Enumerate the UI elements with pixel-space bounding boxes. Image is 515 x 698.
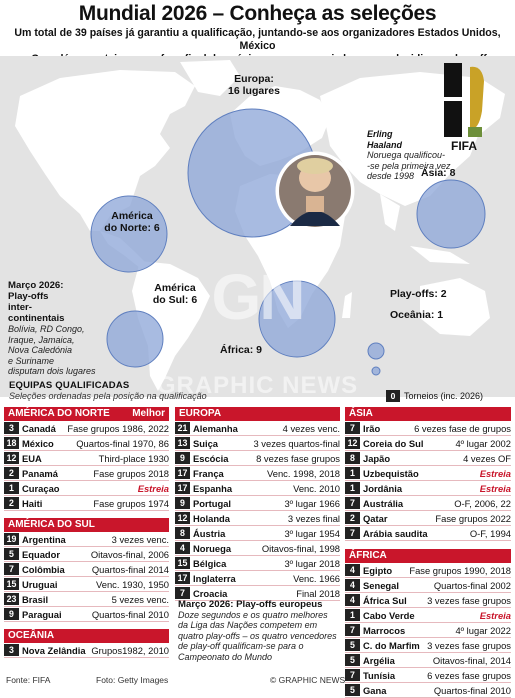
best-result: 5 vezes venc. bbox=[111, 593, 169, 605]
team-row bbox=[345, 668, 511, 683]
team-row bbox=[345, 653, 511, 668]
qualified-subheading: Seleções ordenadas pela posição na qualificação bbox=[9, 391, 207, 401]
team-row bbox=[345, 608, 511, 623]
team-row bbox=[345, 481, 511, 496]
tournament-count-badge: 7 bbox=[345, 422, 360, 434]
south-america-label bbox=[145, 282, 205, 306]
team-row bbox=[345, 436, 511, 451]
team-name: Coreia do Sul bbox=[363, 437, 424, 449]
intercontinental-playoffs-box bbox=[8, 280, 123, 377]
tournament-count-badge: 17 bbox=[175, 467, 190, 479]
playoffs-title-4: continentais bbox=[8, 313, 65, 324]
team-name: Qatar bbox=[363, 512, 388, 524]
tournaments-key bbox=[386, 390, 483, 402]
best-result: Fase grupos 1974 bbox=[93, 497, 169, 509]
team-name: México bbox=[22, 437, 54, 449]
team-name: Noruega bbox=[193, 542, 232, 554]
team-row bbox=[4, 592, 169, 607]
team-name: Senegal bbox=[363, 579, 399, 591]
watermark-gn: GN bbox=[211, 261, 304, 333]
team-name: Argélia bbox=[363, 654, 395, 666]
best-result: 3º lugar 1966 bbox=[284, 497, 340, 509]
team-name: Arábia saudita bbox=[363, 527, 428, 539]
team-row bbox=[175, 541, 340, 556]
tournament-count-badge: 17 bbox=[175, 572, 190, 584]
european-playoffs-text-4: de play-off qualificam-se para o bbox=[178, 641, 304, 652]
tournament-count-badge: 7 bbox=[4, 563, 19, 575]
tournaments-key-label: Torneios (inc. 2026) bbox=[404, 391, 484, 401]
tournament-count-badge: 4 bbox=[345, 579, 360, 591]
team-name: EUA bbox=[22, 452, 42, 464]
best-result: Final 2018 bbox=[296, 587, 340, 599]
best-result: Quartos-final 2010 bbox=[433, 684, 511, 696]
playoffs-title-3: inter- bbox=[8, 302, 32, 313]
team-name: Egipto bbox=[363, 564, 393, 576]
team-row bbox=[4, 481, 169, 496]
north-america-rows bbox=[4, 421, 169, 511]
tournament-count-badge: 21 bbox=[175, 422, 190, 434]
tournament-count-badge: 13 bbox=[175, 437, 190, 449]
tournaments-key-num: 0 bbox=[386, 390, 400, 402]
north-america-label bbox=[92, 210, 172, 234]
playoffs-title-1: Março 2026: bbox=[8, 280, 64, 291]
team-name: Haiti bbox=[22, 497, 43, 509]
best-result: Oitavos-final, 2014 bbox=[432, 654, 511, 666]
tournament-count-badge: 15 bbox=[4, 578, 19, 590]
tournament-count-badge: 18 bbox=[4, 437, 19, 449]
tournament-count-badge: 12 bbox=[4, 452, 19, 464]
best-result: 3 vezes venc. bbox=[111, 533, 169, 545]
tournament-count-badge: 5 bbox=[345, 684, 360, 696]
team-name: Austrália bbox=[363, 497, 404, 509]
best-result: 3º lugar 1954 bbox=[284, 527, 340, 539]
best-result: O-F, 1994 bbox=[469, 527, 511, 539]
south-america-rows bbox=[4, 532, 169, 622]
section-north-america-title: AMÉRICA DO NORTE bbox=[8, 408, 110, 419]
best-result: Third-place 1930 bbox=[98, 452, 169, 464]
tournament-count-badge: 5 bbox=[4, 548, 19, 560]
north-america-circle bbox=[91, 196, 167, 272]
team-row bbox=[4, 643, 169, 658]
best-result: Estreia bbox=[137, 482, 169, 494]
best-result: Venc. 2010 bbox=[293, 482, 340, 494]
best-result: Oitavos-final, 2006 bbox=[90, 548, 169, 560]
team-name: Paraguai bbox=[22, 608, 62, 620]
best-result: Estreia bbox=[479, 482, 511, 494]
tournament-count-badge: 4 bbox=[345, 594, 360, 606]
section-oceania bbox=[4, 629, 169, 643]
north-america-label-line1: América bbox=[111, 210, 153, 222]
best-result: Oitavos-final, 1998 bbox=[261, 542, 340, 554]
playoffs-title-2: Play-offs bbox=[8, 291, 49, 302]
fifa-2026-logo bbox=[440, 61, 492, 153]
team-name: Japão bbox=[363, 452, 391, 464]
team-row bbox=[4, 436, 169, 451]
column-americas bbox=[4, 407, 169, 658]
tournament-count-badge: 4 bbox=[345, 564, 360, 576]
intro-line-1: Um total de 39 países já garantiu a qualificação, juntando-se aos organizadores Estados Unidos, México bbox=[14, 27, 501, 52]
team-row bbox=[4, 562, 169, 577]
tournament-count-badge: 9 bbox=[4, 608, 19, 620]
best-result: 4 vezes venc. bbox=[282, 422, 340, 434]
team-row bbox=[4, 451, 169, 466]
best-result: 3 vezes quartos-final bbox=[253, 437, 340, 449]
best-result: Fase grupos 1990, 2018 bbox=[409, 564, 511, 576]
best-result: Venc. 1998, 2018 bbox=[267, 467, 340, 479]
team-name: Panamá bbox=[22, 467, 58, 479]
team-name: Cabo Verde bbox=[363, 609, 415, 621]
team-row bbox=[345, 451, 511, 466]
european-playoffs-text-1: Doze segundos e os quatro melhores bbox=[178, 610, 328, 620]
team-name: Suiça bbox=[193, 437, 219, 449]
team-row bbox=[4, 532, 169, 547]
tournament-count-badge: 2 bbox=[4, 497, 19, 509]
section-asia-title: ÁSIA bbox=[349, 408, 373, 419]
best-result: 4 vezes OF bbox=[463, 452, 511, 464]
best-result: Quartos-final 2014 bbox=[91, 563, 169, 575]
best-result: 6 vezes fase grupos bbox=[427, 669, 511, 681]
tournament-count-badge: 2 bbox=[4, 467, 19, 479]
team-row bbox=[175, 421, 340, 436]
best-result: 8 vezes fase grupos bbox=[256, 452, 340, 464]
playoffs-text-5: disputam dois lugares bbox=[8, 366, 96, 376]
europe-label-line1: Europa: bbox=[234, 73, 274, 85]
tournament-count-badge: 9 bbox=[175, 497, 190, 509]
section-south-america-title: AMÉRICA DO SUL bbox=[8, 519, 95, 530]
oceania-rows bbox=[4, 643, 169, 658]
fifa-numbers bbox=[442, 71, 464, 72]
team-row bbox=[175, 496, 340, 511]
team-name: Uruguai bbox=[22, 578, 58, 590]
team-name: C. do Marfim bbox=[363, 639, 420, 651]
team-row bbox=[175, 466, 340, 481]
team-name: Espanha bbox=[193, 482, 233, 494]
tournament-count-badge: 7 bbox=[345, 669, 360, 681]
best-result: 3º lugar 2018 bbox=[284, 557, 340, 569]
best-result: Estreia bbox=[479, 609, 511, 621]
south-america-label-line2: do Sul: 6 bbox=[152, 294, 198, 306]
europe-label-line2: 16 lugares bbox=[228, 85, 280, 97]
best-result: Estreia bbox=[479, 467, 511, 479]
tournament-count-badge: 5 bbox=[345, 639, 360, 651]
team-row bbox=[4, 466, 169, 481]
team-name: Inglaterra bbox=[193, 572, 236, 584]
tournament-count-badge: 7 bbox=[345, 497, 360, 509]
playoffs-text-4: e Suriname bbox=[8, 355, 55, 366]
team-row bbox=[345, 683, 511, 698]
european-playoffs-title: Março 2026: Play-offs europeus bbox=[178, 599, 323, 610]
best-result: 3 vezes final bbox=[287, 512, 340, 524]
australia-shape bbox=[420, 278, 490, 336]
team-row bbox=[175, 451, 340, 466]
footer-source: Fonte: FIFA bbox=[6, 675, 51, 685]
asia-label: Ásia: 8 bbox=[421, 167, 456, 179]
column-asia-africa bbox=[345, 407, 511, 698]
qualified-heading: EQUIPAS QUALIFICADAS bbox=[9, 380, 130, 391]
haaland-text-2: -se pela primeira vez bbox=[367, 160, 451, 171]
best-result: Fase grupos 2018 bbox=[93, 467, 169, 479]
best-result: Venc. 1966 bbox=[293, 572, 340, 584]
team-row bbox=[175, 526, 340, 541]
asia-circle bbox=[417, 180, 485, 248]
section-europe bbox=[175, 407, 340, 421]
team-name: Tunísia bbox=[363, 669, 396, 681]
team-name: Portugal bbox=[193, 497, 232, 509]
tournament-count-badge: 5 bbox=[345, 654, 360, 666]
tournament-count-badge: 7 bbox=[345, 624, 360, 636]
team-row bbox=[4, 607, 169, 622]
team-row bbox=[4, 421, 169, 436]
team-row bbox=[345, 578, 511, 593]
indonesia-shape bbox=[410, 246, 470, 264]
tournament-count-badge: 12 bbox=[345, 437, 360, 449]
european-playoffs-text-2: da Liga das Nações competem em bbox=[178, 620, 318, 631]
team-name: Alemanha bbox=[193, 422, 238, 434]
tournament-count-badge: 12 bbox=[175, 512, 190, 524]
madagascar-shape bbox=[342, 292, 352, 318]
best-result: 4º lugar 2022 bbox=[455, 624, 511, 636]
team-name: Irão bbox=[363, 422, 381, 434]
team-row bbox=[175, 481, 340, 496]
team-row bbox=[345, 593, 511, 608]
team-row bbox=[4, 496, 169, 511]
tournament-count-badge: 8 bbox=[345, 452, 360, 464]
team-row bbox=[345, 496, 511, 511]
best-result: Fase grupos 2022 bbox=[435, 512, 511, 524]
africa-label: África: 9 bbox=[220, 344, 263, 356]
team-row bbox=[345, 511, 511, 526]
team-name: Argentina bbox=[22, 533, 66, 545]
team-name: Colômbia bbox=[22, 563, 65, 575]
team-row bbox=[4, 577, 169, 592]
european-playoffs-note bbox=[178, 599, 343, 662]
best-result: Quartos-final 2002 bbox=[433, 579, 511, 591]
europe-label bbox=[214, 73, 294, 97]
team-row bbox=[175, 436, 340, 451]
tournament-count-badge: 23 bbox=[4, 593, 19, 605]
footer-copyright: © GRAPHIC NEWS bbox=[270, 675, 346, 685]
team-row bbox=[345, 563, 511, 578]
team-name: Croacia bbox=[193, 587, 228, 599]
tournament-count-badge: 9 bbox=[175, 452, 190, 464]
tournament-count-badge: 1 bbox=[345, 609, 360, 621]
haaland-name-2: Haaland bbox=[367, 139, 403, 150]
team-name: Áustria bbox=[193, 527, 226, 539]
team-name: França bbox=[193, 467, 224, 479]
team-name: Bélgica bbox=[193, 557, 227, 569]
team-row bbox=[345, 638, 511, 653]
team-row bbox=[345, 466, 511, 481]
tournament-count-badge: 3 bbox=[4, 644, 19, 656]
tournament-count-badge: 4 bbox=[175, 542, 190, 554]
best-result: Quartos-final 1970, 86 bbox=[76, 437, 169, 449]
team-row bbox=[345, 526, 511, 541]
best-result: Grupos1982, 2010 bbox=[91, 644, 169, 656]
team-row bbox=[175, 556, 340, 571]
legend-playoffs: Play-offs: 2 bbox=[390, 288, 447, 300]
best-result: 3 vezes fase grupos bbox=[427, 639, 511, 651]
best-result: 6 vezes fase de grupos bbox=[414, 422, 511, 434]
tournament-count-badge: 1 bbox=[4, 482, 19, 494]
tournament-count-badge: 19 bbox=[4, 533, 19, 545]
haaland-text-3: desde 1998 bbox=[367, 171, 415, 181]
section-europe-title: EUROPA bbox=[179, 408, 222, 419]
best-result: Venc. 1930, 1950 bbox=[96, 578, 169, 590]
column-europe bbox=[175, 407, 340, 601]
south-america-label-line1: América bbox=[154, 282, 196, 294]
oceania-legend-circle bbox=[372, 367, 380, 375]
team-name: Jordânia bbox=[363, 482, 403, 494]
watermark-graphic-news: GRAPHIC NEWS bbox=[156, 372, 359, 399]
haaland-name-1: Erling bbox=[367, 129, 393, 139]
best-result: 4º lugar 2002 bbox=[455, 437, 511, 449]
team-row bbox=[345, 623, 511, 638]
team-name: Brasil bbox=[22, 593, 49, 605]
team-name: Gana bbox=[363, 684, 387, 696]
tournament-count-badge: 1 bbox=[345, 467, 360, 479]
legend-oceania: Oceânia: 1 bbox=[390, 309, 444, 321]
team-name: Holanda bbox=[193, 512, 230, 524]
section-south-america bbox=[4, 518, 169, 532]
tournament-count-badge: 7 bbox=[345, 527, 360, 539]
north-america-label-line2: do Norte: 6 bbox=[104, 222, 160, 234]
tournament-count-badge: 17 bbox=[175, 482, 190, 494]
tournament-count-badge: 3 bbox=[4, 422, 19, 434]
asia-rows bbox=[345, 421, 511, 541]
team-name: Uzbequistão bbox=[363, 467, 419, 479]
best-result: Quartos-final 2010 bbox=[91, 608, 169, 620]
africa-rows bbox=[345, 563, 511, 698]
team-name: Curaçao bbox=[22, 482, 60, 494]
playoffs-text-2: Iraque, Jamaica, bbox=[8, 334, 75, 345]
best-result: 3 vezes fase grupos bbox=[427, 594, 511, 606]
team-name: Equador bbox=[22, 548, 61, 560]
europe-rows bbox=[175, 421, 340, 601]
tournament-count-badge: 2 bbox=[345, 512, 360, 524]
european-playoffs-text-5: Campeonato do Mundo bbox=[178, 651, 273, 662]
playoffs-text-3: Nova Caledónia bbox=[8, 345, 73, 355]
footer-photo: Foto: Getty Images bbox=[96, 675, 169, 685]
team-row bbox=[175, 571, 340, 586]
tournament-count-badge: 1 bbox=[345, 482, 360, 494]
page-title: Mundial 2026 – Conheça as seleções bbox=[78, 2, 437, 25]
section-africa-title: ÁFRICA bbox=[349, 550, 387, 561]
section-north-america bbox=[4, 407, 169, 421]
haaland-text-1: Noruega qualificou- bbox=[367, 150, 446, 160]
fifa-text: FIFA bbox=[451, 139, 477, 153]
best-result: O-F, 2006, 22 bbox=[454, 497, 511, 509]
european-playoffs-text-3: quatro play-offs – os quatro vencedores bbox=[178, 630, 337, 641]
team-name: Nova Zelândia bbox=[22, 644, 86, 656]
team-name: Escócia bbox=[193, 452, 229, 464]
playoffs-text-1: Bolívia, RD Congo, bbox=[8, 324, 85, 334]
team-name: Canadá bbox=[22, 422, 56, 434]
playoffs-legend-circle bbox=[368, 343, 384, 359]
team-row bbox=[345, 421, 511, 436]
team-row bbox=[4, 547, 169, 562]
tournament-count-badge: 7 bbox=[175, 587, 190, 599]
section-africa bbox=[345, 549, 511, 563]
tournament-count-badge: 15 bbox=[175, 557, 190, 569]
team-row bbox=[175, 511, 340, 526]
africa-circle bbox=[259, 281, 335, 357]
best-result: Fase grupos 1986, 2022 bbox=[67, 422, 169, 434]
haaland-portrait bbox=[277, 153, 353, 229]
section-north-america-best: Melhor bbox=[132, 408, 165, 419]
section-oceania-title: OCEÂNIA bbox=[8, 630, 55, 641]
team-name: Marrocos bbox=[363, 624, 406, 636]
tournament-count-badge: 8 bbox=[175, 527, 190, 539]
team-name: África Sul bbox=[363, 594, 407, 606]
section-asia bbox=[345, 407, 511, 421]
